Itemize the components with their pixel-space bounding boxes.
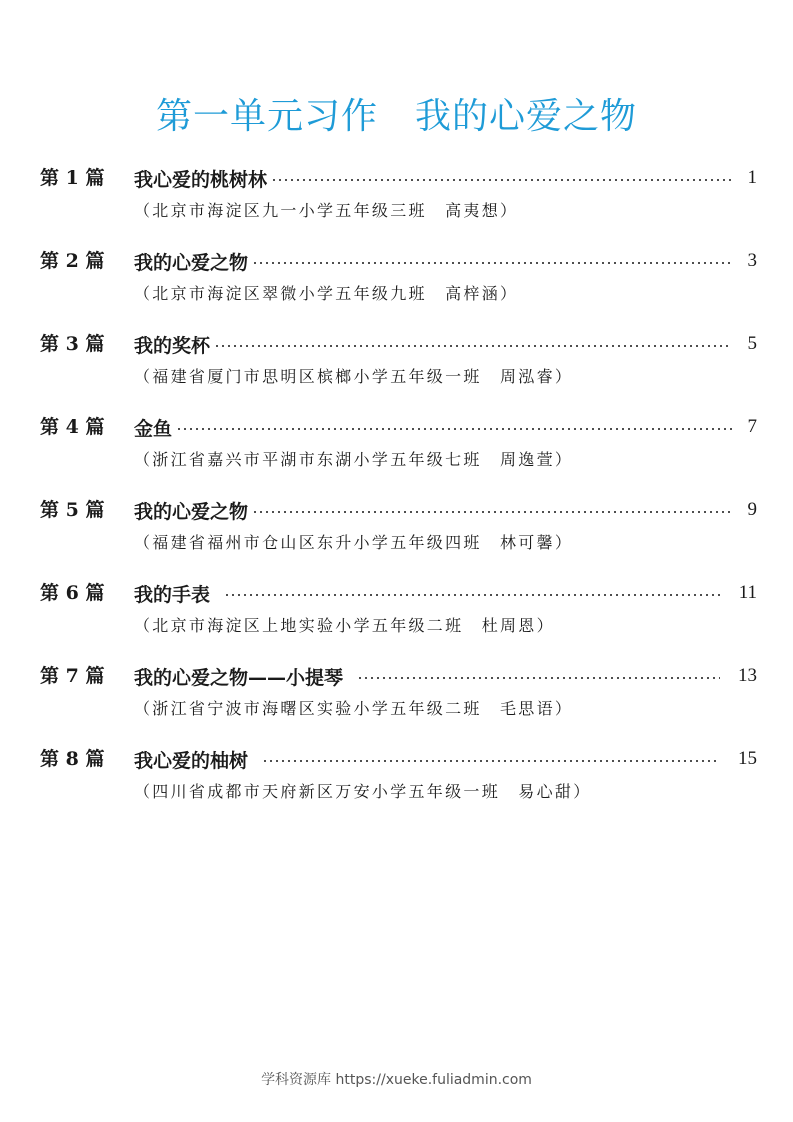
entry-line: [134, 578, 724, 608]
entry-number: 第 4 篇: [40, 416, 105, 438]
entry-author: （福建省福州市仓山区东升小学五年级四班 林可馨）: [134, 533, 574, 552]
leader-dots: [224, 594, 720, 596]
entry-number: 第 6 篇: [40, 582, 105, 604]
leader-dots: [214, 345, 732, 347]
entry-page-number: 11: [738, 582, 757, 603]
entry-page-number: 15: [738, 748, 757, 769]
entry-line: [134, 246, 736, 276]
entry-page-number: 3: [747, 250, 757, 271]
entry-author: （北京市海淀区九一小学五年级三班 高夷想）: [134, 201, 519, 220]
entry-number: 第 7 篇: [40, 665, 105, 687]
entry-number: 第 2 篇: [40, 250, 105, 272]
entry-title[interactable]: 我心爱的桃树林: [134, 168, 268, 191]
entry-title[interactable]: 我心爱的柚树: [134, 749, 249, 772]
entry-number: 第 8 篇: [40, 748, 105, 770]
entry-line: [134, 329, 736, 359]
leader-dots: [357, 677, 720, 679]
leader-dots: [252, 262, 732, 264]
entry-line: [134, 412, 736, 442]
entry-line: [134, 661, 724, 691]
entry-page-number: 13: [738, 665, 757, 686]
leader-dots: [252, 511, 732, 513]
entry-author: （浙江省嘉兴市平湖市东湖小学五年级七班 周逸萱）: [134, 450, 574, 469]
entry-page-number: 9: [747, 499, 757, 520]
leader-dots: [176, 428, 732, 430]
entry-number: 第 3 篇: [40, 333, 105, 355]
entry-line: [134, 744, 724, 774]
entry-title[interactable]: 金鱼: [134, 417, 173, 440]
entry-title[interactable]: 我的奖杯: [134, 334, 211, 357]
leader-dots: [271, 179, 732, 181]
entry-page-number: 7: [747, 416, 757, 437]
entry-title[interactable]: 我的心爱之物: [134, 500, 249, 523]
footer-watermark: 学科资源库 https://xueke.fuliadmin.com: [261, 1072, 532, 1088]
entry-author: （北京市海淀区翠微小学五年级九班 高梓涵）: [134, 284, 519, 303]
entry-page-number: 1: [747, 167, 757, 188]
entry-author: （福建省厦门市思明区槟榔小学五年级一班 周泓睿）: [134, 367, 574, 386]
entry-title[interactable]: 我的手表: [134, 583, 211, 606]
entry-number: 第 1 篇: [40, 167, 105, 189]
entry-page-number: 5: [747, 333, 757, 354]
entry-author: （四川省成都市天府新区万安小学五年级一班 易心甜）: [134, 782, 592, 801]
leader-dots: [262, 760, 720, 762]
entry-title[interactable]: 我的心爱之物: [134, 251, 249, 274]
entry-title[interactable]: 我的心爱之物——小提琴: [134, 666, 344, 689]
page-title: 第一单元习作 我的心爱之物: [155, 96, 637, 137]
entry-line: [134, 495, 736, 525]
entry-author: （北京市海淀区上地实验小学五年级二班 杜周恩）: [134, 616, 555, 635]
entry-author: （浙江省宁波市海曙区实验小学五年级二班 毛思语）: [134, 699, 574, 718]
entry-number: 第 5 篇: [40, 499, 105, 521]
entry-line: [134, 163, 736, 193]
